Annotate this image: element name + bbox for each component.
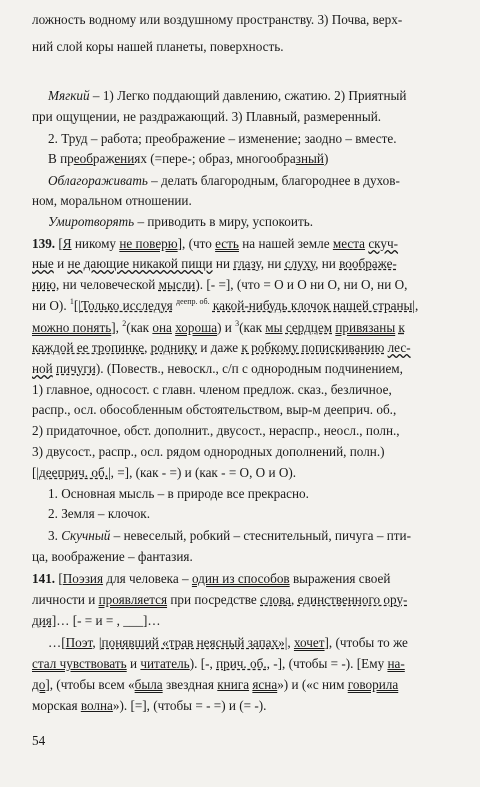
text-segment: глазу bbox=[233, 256, 261, 271]
text-segment: роднику bbox=[150, 340, 198, 355]
text-segment: Только исследуя bbox=[80, 298, 173, 313]
text-segment: ], (чтобы то же bbox=[324, 635, 408, 650]
text-segment: проявляется bbox=[98, 592, 168, 607]
text-segment: В пр bbox=[48, 151, 74, 166]
text-segment: (как bbox=[239, 320, 266, 335]
text-segment: выражения своей bbox=[289, 571, 391, 586]
text-line bbox=[32, 39, 284, 55]
text-line bbox=[32, 613, 161, 629]
text-segment: ложность водному или воздушному пространству. 3) Почва, верх- bbox=[32, 12, 403, 27]
text-line bbox=[32, 109, 381, 125]
text-segment: |, bbox=[412, 298, 419, 313]
text-line bbox=[48, 486, 309, 502]
text-line bbox=[32, 677, 398, 693]
text-line bbox=[48, 506, 150, 522]
text-segment: один из способов bbox=[191, 571, 290, 586]
text-segment: ) и bbox=[217, 320, 236, 335]
text-segment: к bbox=[398, 320, 405, 335]
text-segment: 141. bbox=[32, 571, 59, 586]
text-segment: на нашей земле bbox=[238, 236, 333, 251]
text-line bbox=[48, 173, 400, 189]
text-segment: |, bbox=[284, 635, 294, 650]
text-segment: [| bbox=[32, 465, 40, 480]
text-line bbox=[48, 214, 313, 230]
text-segment: 2. Земля – клочок. bbox=[48, 506, 150, 521]
text-line bbox=[32, 340, 411, 356]
text-segment: (как bbox=[126, 320, 153, 335]
text-segment: дееприч. об. bbox=[39, 465, 108, 480]
text-segment: ени bbox=[114, 151, 135, 166]
text-segment: звездная bbox=[162, 677, 218, 692]
text-segment: ясна bbox=[252, 677, 278, 692]
text-segment: читатель bbox=[140, 656, 190, 671]
text-segment: [ bbox=[58, 236, 63, 251]
text-segment: сердцем bbox=[285, 320, 333, 335]
text-segment: Поэзия bbox=[62, 571, 104, 586]
text-segment: , ни bbox=[260, 256, 285, 271]
text-segment: 3) двусост., распр., осл. рядом однородных дополнений, полн.) bbox=[32, 444, 385, 459]
text-segment: слуху bbox=[284, 256, 316, 271]
text-segment: ). (Повеств., невоскл., с/п с однородным подчинением, bbox=[95, 361, 403, 376]
text-segment: мысли bbox=[158, 277, 196, 292]
text-segment: ») и («с ним bbox=[277, 677, 348, 692]
text-line bbox=[32, 382, 392, 398]
text-segment: ) bbox=[323, 151, 329, 166]
text-segment: дия bbox=[32, 613, 52, 628]
text-line bbox=[32, 236, 398, 252]
text-line bbox=[32, 12, 402, 28]
text-segment: ). [-, bbox=[189, 656, 217, 671]
text-line bbox=[32, 193, 192, 209]
text-segment: – 1) Легко поддающий давлению, сжатию. 2) Приятный bbox=[89, 88, 407, 103]
text-segment: прич. об. bbox=[216, 656, 267, 671]
text-segment: не поверю bbox=[119, 236, 178, 251]
text-segment: ]… [- = и = , ___]… bbox=[51, 613, 161, 628]
text-line bbox=[32, 423, 400, 439]
text-segment: была bbox=[134, 677, 163, 692]
text-segment: волна bbox=[80, 698, 113, 713]
text-segment: к робкому попискиванию bbox=[241, 340, 385, 355]
text-segment: не дающие никакой пищи bbox=[67, 256, 213, 271]
text-segment: ). [- =], (что = О и О ни О, ни О, ни О, bbox=[195, 277, 408, 292]
text-segment: деепр. об. bbox=[176, 297, 210, 306]
text-segment: при посредстве bbox=[167, 592, 261, 607]
text-segment: мы bbox=[265, 320, 283, 335]
text-segment: каждой ее тропинке bbox=[32, 340, 145, 355]
text-segment: ], (чтобы всем « bbox=[45, 677, 135, 692]
text-segment: Мягкий bbox=[48, 88, 90, 103]
text-segment: она bbox=[152, 320, 172, 335]
text-segment: до bbox=[32, 677, 46, 692]
text-segment: ], bbox=[111, 320, 123, 335]
text-segment: говорила bbox=[347, 677, 399, 692]
text-line bbox=[48, 151, 328, 167]
text-segment: Поэт bbox=[65, 635, 93, 650]
text-segment: нию bbox=[32, 277, 56, 292]
text-segment: стал чувствовать bbox=[32, 656, 127, 671]
text-segment: – делать благородным, благороднее в духов- bbox=[147, 173, 400, 188]
text-segment: ний слой коры нашей планеты, поверхность. bbox=[32, 39, 284, 54]
text-segment: воображе- bbox=[339, 256, 397, 271]
text-line bbox=[32, 549, 193, 565]
text-segment: книга bbox=[217, 677, 250, 692]
text-segment: Скучный bbox=[61, 528, 111, 543]
text-segment: пичуги bbox=[56, 361, 96, 376]
text-line bbox=[32, 277, 407, 293]
text-segment: места bbox=[332, 236, 366, 251]
text-segment: лес- bbox=[387, 340, 411, 355]
text-segment: хочет bbox=[293, 635, 325, 650]
text-segment: 1) главное, односост. с главн. членом предлож. сказ., безличное, bbox=[32, 382, 392, 397]
text-segment: Я bbox=[62, 236, 72, 251]
text-line bbox=[32, 444, 385, 460]
text-segment: можно понять bbox=[32, 320, 112, 335]
text-segment: ца, воображение – фантазия. bbox=[32, 549, 193, 564]
text-segment: 2. Труд – работа; преображение – изменение; заодно – вместе. bbox=[48, 131, 397, 146]
text-line bbox=[48, 528, 411, 544]
text-segment: на- bbox=[387, 656, 405, 671]
text-line bbox=[32, 361, 403, 377]
text-line bbox=[32, 298, 418, 314]
text-line bbox=[32, 320, 405, 336]
text-segment: Умиротворять bbox=[48, 214, 135, 229]
text-segment: ни О). bbox=[32, 298, 70, 313]
text-segment: |, =], (как - =) и (как - = О, О и О). bbox=[108, 465, 297, 480]
text-segment: раж bbox=[92, 151, 115, 166]
text-segment: Облагораживать bbox=[48, 173, 148, 188]
text-segment: ном, моральном отношении. bbox=[32, 193, 192, 208]
text-line bbox=[32, 571, 390, 587]
text-segment: 1. Основная мысль – в природе все прекрасно. bbox=[48, 486, 309, 501]
text-segment: [ bbox=[58, 571, 63, 586]
text-segment: – приводить в миру, успокоить. bbox=[134, 214, 314, 229]
text-segment: морская bbox=[32, 698, 81, 713]
text-segment: , bbox=[144, 340, 151, 355]
text-line bbox=[32, 402, 396, 418]
text-segment: »). [=], (чтобы = - =) и (= -). bbox=[112, 698, 267, 713]
text-segment: 3. bbox=[48, 528, 62, 543]
text-line bbox=[48, 131, 397, 147]
text-segment: для человека – bbox=[103, 571, 192, 586]
text-segment: [| bbox=[73, 298, 81, 313]
text-segment: 139. bbox=[32, 236, 59, 251]
text-segment: , bbox=[291, 592, 298, 607]
text-segment: и bbox=[126, 656, 141, 671]
text-segment: , ни bbox=[315, 256, 340, 271]
text-segment: и даже bbox=[197, 340, 242, 355]
text-segment: 2) придаточное, обст. дополнит., двусост., нераспр., неосл., полн., bbox=[32, 423, 400, 438]
text-segment: 2 bbox=[122, 319, 127, 328]
text-segment: , -], (чтобы = -). [Ему bbox=[266, 656, 388, 671]
text-segment: при ощущении, не раздражающий. 3) Плавный, размеренный. bbox=[32, 109, 382, 124]
text-segment: 1 bbox=[69, 297, 74, 306]
text-segment: единственного ору- bbox=[297, 592, 408, 607]
text-line bbox=[32, 698, 266, 714]
text-segment: 3 bbox=[235, 319, 240, 328]
text-segment: какой-нибудь клочок нашей страны bbox=[212, 298, 413, 313]
text-segment: есть bbox=[215, 236, 239, 251]
text-line bbox=[48, 635, 408, 651]
text-segment: , ни человеческой bbox=[55, 277, 159, 292]
text-segment: , | bbox=[92, 635, 102, 650]
text-segment: ные bbox=[32, 256, 54, 271]
text-line bbox=[32, 592, 407, 608]
text-segment: хороша bbox=[175, 320, 218, 335]
text-segment: ], (что bbox=[177, 236, 216, 251]
text-segment: привязаны bbox=[335, 320, 396, 335]
text-line bbox=[32, 465, 296, 481]
text-segment: – невеселый, робкий – стеснительный, пичуга – пти- bbox=[110, 528, 411, 543]
text-segment: ной bbox=[32, 361, 53, 376]
text-segment: …[ bbox=[48, 635, 66, 650]
text-segment: распр., осл. обособленным обстоятельством, выр-м дееприч. об., bbox=[32, 402, 397, 417]
text-segment: ях (=пере-; образ, многообра bbox=[134, 151, 296, 166]
text-segment: ни bbox=[212, 256, 234, 271]
text-line bbox=[32, 256, 397, 272]
text-line bbox=[32, 656, 405, 672]
text-segment: понявший «трав неясный запах» bbox=[101, 635, 285, 650]
text-segment: еоб bbox=[73, 151, 93, 166]
text-line bbox=[48, 88, 406, 104]
text-segment: скуч- bbox=[368, 236, 399, 251]
text-segment: никому bbox=[71, 236, 120, 251]
page-number: 54 bbox=[32, 733, 46, 748]
text-segment: слова bbox=[260, 592, 292, 607]
text-segment: и bbox=[53, 256, 68, 271]
text-segment: личности и bbox=[32, 592, 99, 607]
text-segment: зный bbox=[295, 151, 324, 166]
